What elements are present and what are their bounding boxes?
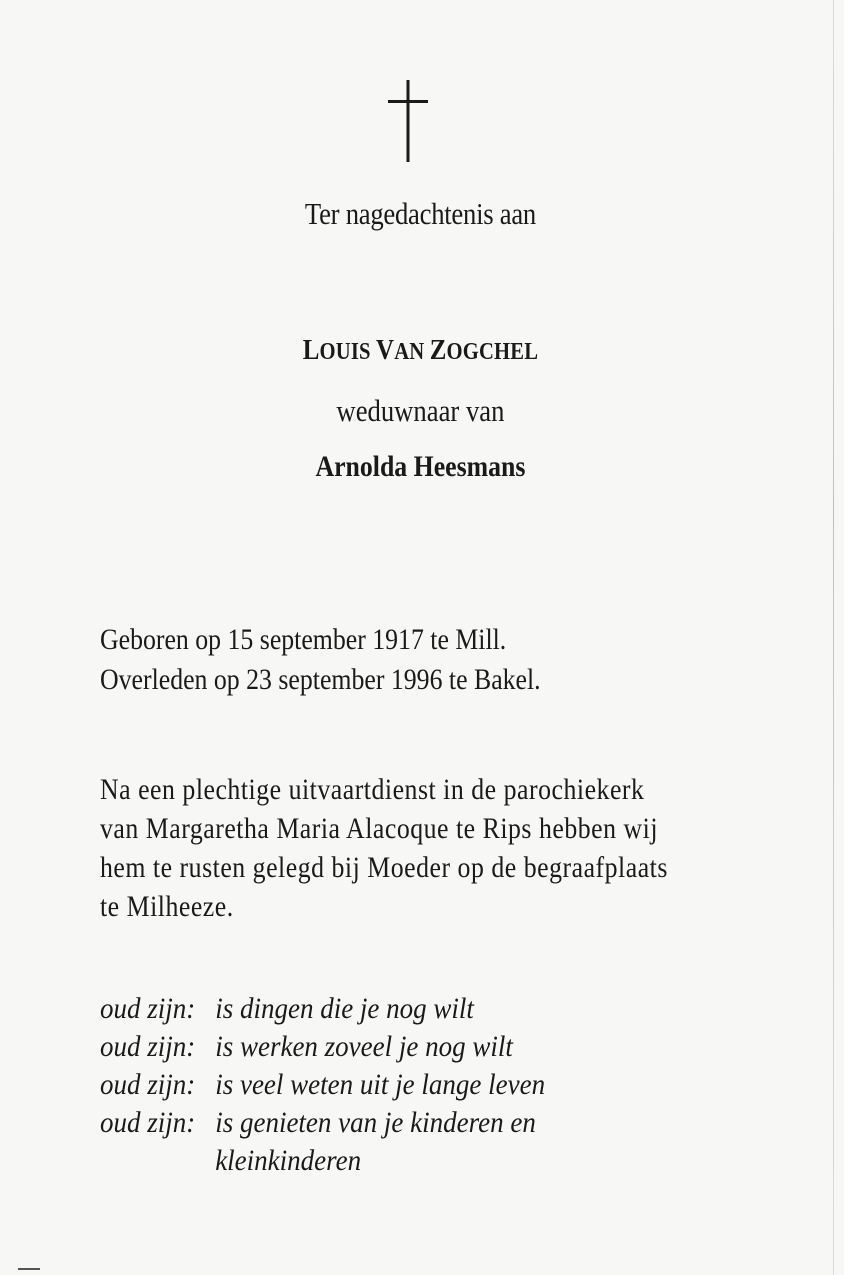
scan-mark bbox=[18, 1268, 40, 1270]
poem-line bbox=[100, 1142, 545, 1180]
relation-text: weduwnaar van bbox=[336, 393, 505, 428]
name-part: OUIS bbox=[319, 339, 377, 365]
funeral-paragraph bbox=[100, 770, 668, 926]
name-initial: V bbox=[376, 334, 395, 366]
poem-line bbox=[100, 1028, 545, 1066]
paragraph-line: te Milheeze. bbox=[100, 890, 234, 923]
poem-lead bbox=[100, 1142, 215, 1180]
scan-edge-line bbox=[833, 0, 834, 1275]
poem-text: is veel weten uit je lange leven bbox=[215, 1068, 546, 1101]
spouse-name: Arnolda Heesmans bbox=[315, 450, 526, 483]
poem-line bbox=[100, 1066, 545, 1104]
poem-line bbox=[100, 1104, 545, 1142]
name-initial: L bbox=[302, 334, 320, 366]
poem-line bbox=[100, 990, 545, 1028]
death-line: Overleden op 23 september 1996 te Bakel. bbox=[100, 663, 541, 696]
poem-lead: oud zijn: bbox=[100, 1068, 196, 1101]
poem-text: is genieten van je kinderen en bbox=[215, 1106, 536, 1139]
paragraph-line: hem te rusten gelegd bij Moeder op de begraafplaats bbox=[100, 851, 668, 884]
intro-text: Ter nagedachtenis aan bbox=[304, 196, 536, 231]
life-dates bbox=[100, 620, 541, 700]
deceased-name bbox=[58, 334, 784, 367]
birth-line: Geboren op 15 september 1917 te Mill. bbox=[100, 623, 507, 656]
cross-icon bbox=[388, 80, 428, 162]
name-initial: Z bbox=[429, 334, 447, 366]
paragraph-line: Na een plechtige uitvaartdienst in de parochiekerk bbox=[100, 773, 645, 806]
poem-text: kleinkinderen bbox=[215, 1144, 362, 1177]
paragraph-line: van Margaretha Maria Alacoque te Rips hebben wij bbox=[100, 812, 659, 845]
name-part: OGCHEL bbox=[446, 339, 539, 365]
poem-text: is werken zoveel je nog wilt bbox=[215, 1030, 513, 1063]
poem-text: is dingen die je nog wilt bbox=[215, 992, 474, 1025]
poem-lead: oud zijn: bbox=[100, 992, 196, 1025]
name-part: AN bbox=[394, 339, 430, 365]
poem-lead: oud zijn: bbox=[100, 1106, 196, 1139]
poem bbox=[100, 990, 545, 1180]
poem-lead: oud zijn: bbox=[100, 1030, 196, 1063]
